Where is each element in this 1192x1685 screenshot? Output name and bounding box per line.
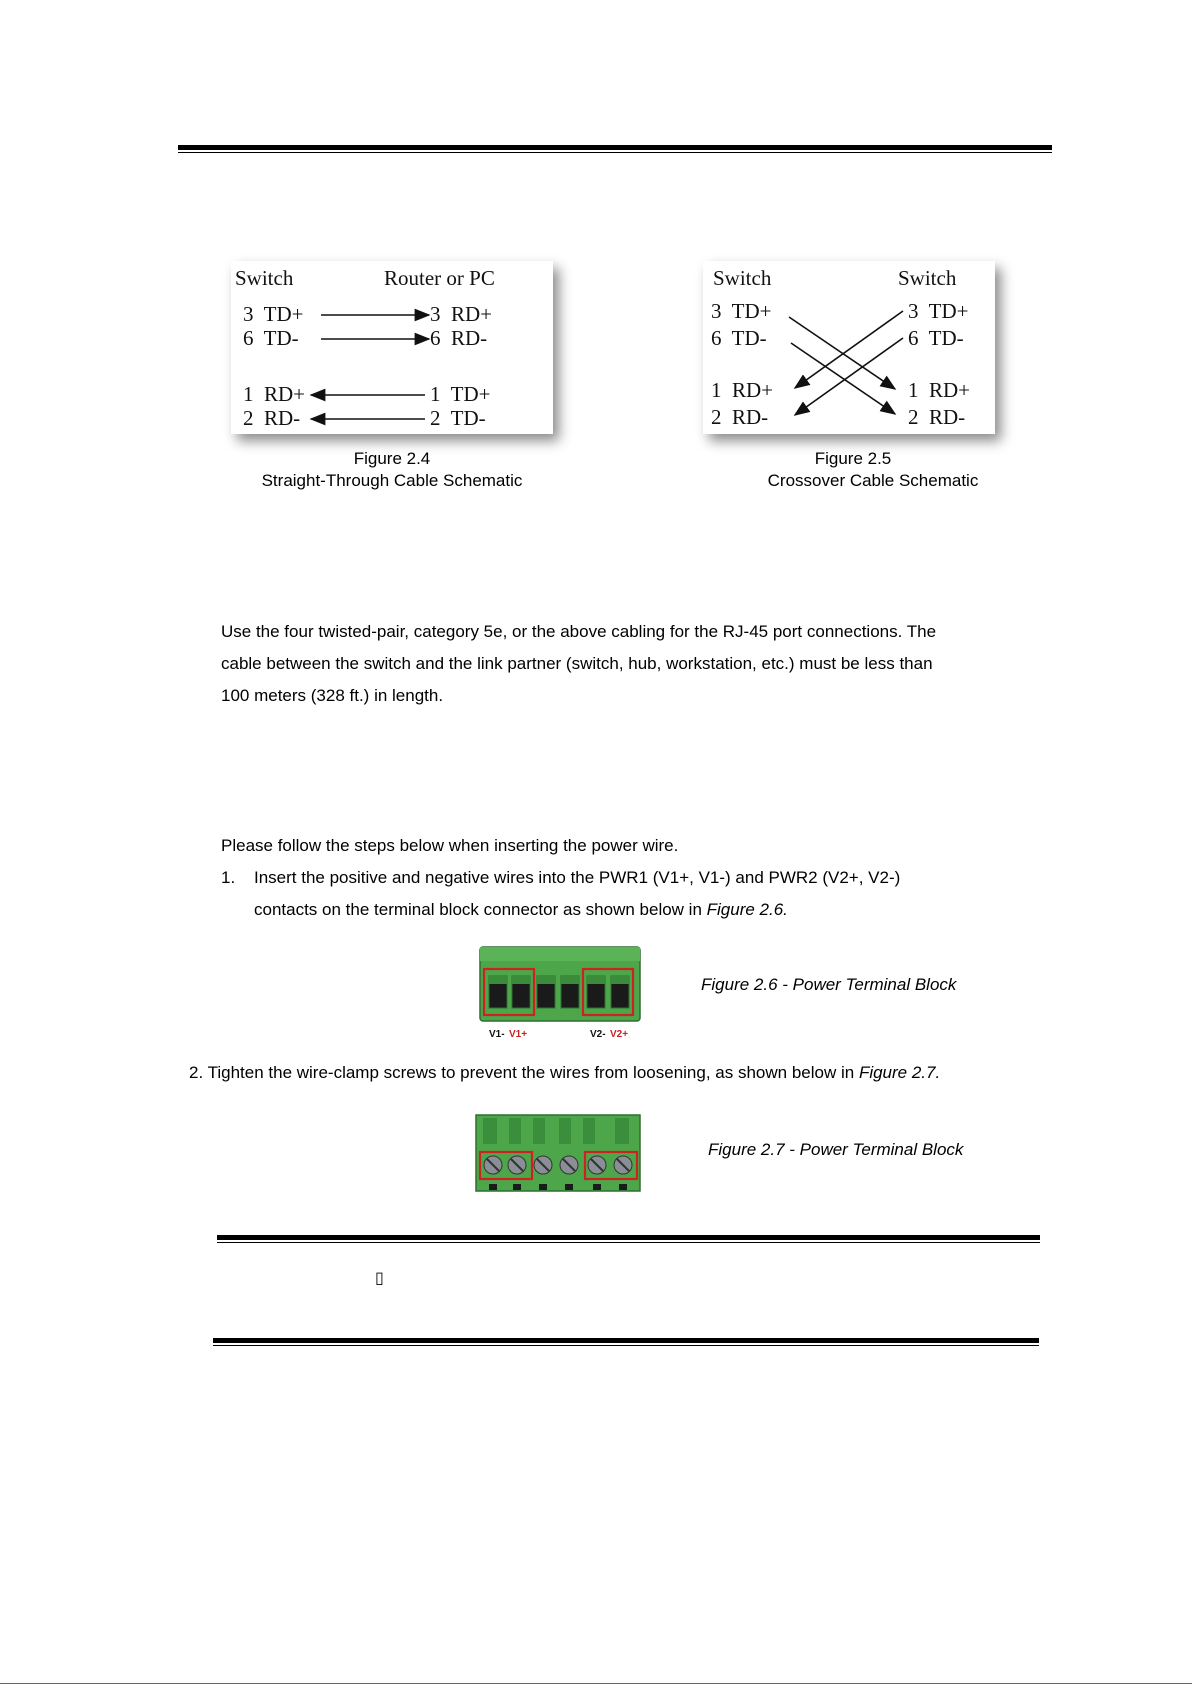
fig26-label-v1-plus: V1+ [509,1029,528,1040]
fig24-row1-right: 3 RD+ [430,302,493,326]
fig26-label-v1-minus: V1- [489,1029,505,1040]
fig25-row2-left: 6 TD- [711,326,767,350]
fig25-right-header: Switch [898,266,957,290]
fig26-label-v2-minus: V2- [590,1029,606,1040]
fig24-row3-right: 1 TD+ [430,382,491,406]
page-bottom-line [0,1683,1192,1684]
fig24-row4-right: 2 TD- [430,406,486,430]
header-rule [178,145,1052,150]
step2-figure-ref: Figure 2.7. [858,1063,941,1082]
cabling-line-2: cable between the switch and the link partner (switch, hub, workstation, etc.) must be less than [221,654,933,673]
fig24-row1-left: 3 TD+ [243,302,304,326]
figure-2-5-caption [732,448,1014,492]
fig24-row2-left: 6 TD- [243,326,299,350]
figure-2-4-schematic [231,261,553,434]
fig24-row4-left: 2 RD- [243,406,301,430]
header-rule-thin [178,152,1052,153]
figure-2-6-terminal-block [479,946,641,1042]
fig25-left-header: Switch [713,266,772,290]
figure-2-7-caption: Figure 2.7 - Power Terminal Block [708,1140,964,1159]
fig25-row1-left: 3 TD+ [711,299,772,323]
fig25-row1-right: 3 TD+ [908,299,969,323]
fig26-label-v2-plus: V2+ [610,1029,629,1040]
cabling-line-3: 100 meters (328 ft.) in length. [221,686,444,705]
fig24-row3-left: 1 RD+ [243,382,306,406]
fig25-row3-right: 1 RD+ [908,378,971,402]
step1-number: 1. [221,868,236,887]
figure-2-5-number: Figure 2.5 [814,449,892,468]
step1-figure-ref: Figure 2.6. [706,900,788,919]
step1-line-2-text: contacts on the terminal block connector as shown below in [254,900,707,919]
note-bottom-rule-thin [213,1345,1039,1346]
figure-2-7-terminal-block [475,1114,641,1196]
power-intro: Please follow the steps below when inserting the power wire. [221,836,679,855]
cabling-line-1: Use the four twisted-pair, category 5e, or the above cabling for the RJ-45 port connections. The [221,622,937,641]
step1-text [254,862,1074,926]
note-glyph: ▯ [375,1268,384,1287]
figure-2-4-number: Figure 2.4 [353,449,431,468]
note-top-rule [217,1235,1040,1240]
note-bottom-rule [213,1338,1039,1343]
fig24-right-header: Router or PC [384,266,495,290]
cabling-paragraph [221,616,1061,712]
figure-2-6-caption: Figure 2.6 - Power Terminal Block [701,975,957,994]
figure-2-5-schematic [703,261,995,434]
step2-text [189,1057,1069,1089]
fig25-row2-right: 6 TD- [908,326,964,350]
figure-2-4-caption [231,448,553,492]
fig25-row4-left: 2 RD- [711,405,769,429]
figure-2-5-title: Crossover Cable Schematic [767,471,979,490]
fig25-row3-left: 1 RD+ [711,378,774,402]
fig24-row2-right: 6 RD- [430,326,488,350]
fig24-left-header: Switch [235,266,294,290]
step1-line-2 [254,894,1074,926]
step2-text-main: 2. Tighten the wire-clamp screws to prevent the wires from loosening, as shown below in [189,1063,859,1082]
step1-line-1: Insert the positive and negative wires into the PWR1 (V1+, V1-) and PWR2 (V2+, V2-) [254,868,901,887]
note-top-rule-thin [217,1242,1040,1243]
figure-2-4-title: Straight-Through Cable Schematic [261,471,523,490]
fig25-row4-right: 2 RD- [908,405,966,429]
